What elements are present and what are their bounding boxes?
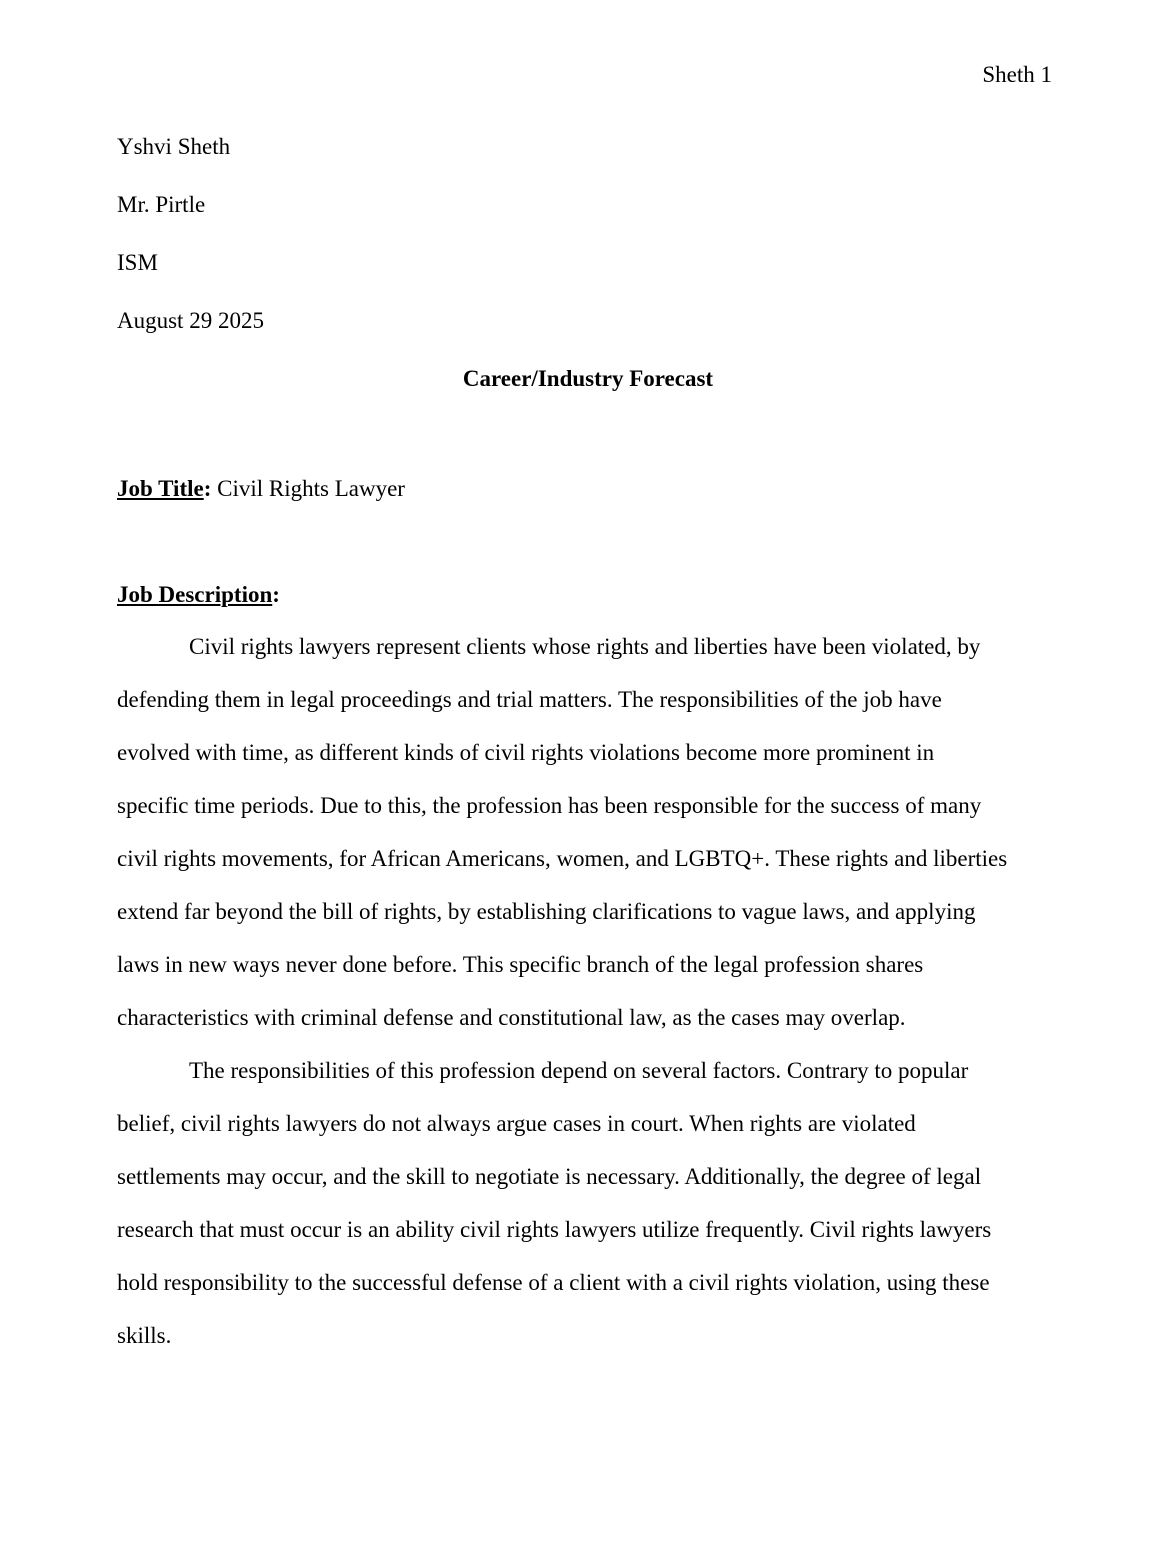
paragraph-2-line: settlements may occur, and the skill to negotiate is necessary. Additionally, the degree of legal bbox=[117, 1164, 982, 1189]
paragraph-1 bbox=[117, 620, 1057, 1362]
job-description-label: Job Description: bbox=[117, 582, 280, 607]
document-title: Career/Industry Forecast bbox=[462, 366, 714, 391]
paragraph-2-line: The responsibilities of this profession depend on several factors. Contrary to popular bbox=[189, 1058, 969, 1083]
paragraph-line: characteristics with criminal defense and constitutional law, as the cases may overlap. bbox=[117, 1005, 906, 1030]
page-header: Sheth 1 bbox=[982, 62, 1052, 87]
job-title-value: Civil Rights Lawyer bbox=[211, 476, 405, 501]
paragraph-2-line: research that must occur is an ability civil rights lawyers utilize frequently. Civil rights lawyers bbox=[117, 1217, 992, 1242]
job-description-heading bbox=[117, 583, 280, 606]
paragraph-line: extend far beyond the bill of rights, by establishing clarifications to vague laws, and applying bbox=[117, 899, 976, 924]
document-date: August 29 2025 bbox=[117, 308, 264, 333]
paragraph-line: evolved with time, as different kinds of civil rights violations become more prominent in bbox=[117, 740, 935, 765]
paragraph-2-line: skills. bbox=[117, 1323, 172, 1348]
course-name: ISM bbox=[117, 250, 158, 275]
paragraph-line: defending them in legal proceedings and trial matters. The responsibilities of the job have bbox=[117, 687, 942, 712]
paragraph-2-line: belief, civil rights lawyers do not always argue cases in court. When rights are violated bbox=[117, 1111, 916, 1136]
paragraph-line: specific time periods. Due to this, the profession has been responsible for the success of many bbox=[117, 793, 982, 818]
teacher-name: Mr. Pirtle bbox=[117, 192, 206, 217]
paragraph-line: laws in new ways never done before. This specific branch of the legal profession shares bbox=[117, 952, 924, 977]
job-title-line bbox=[117, 477, 405, 500]
job-title-label: Job Title: bbox=[117, 476, 212, 501]
student-name: Yshvi Sheth bbox=[117, 134, 231, 159]
paragraph-line: Civil rights lawyers represent clients whose rights and liberties have been violated, by bbox=[189, 634, 981, 659]
paragraph-line: civil rights movements, for African Americans, women, and LGBTQ+. These rights and liberties bbox=[117, 846, 1008, 871]
paragraph-2-line: hold responsibility to the successful defense of a client with a civil rights violation, using these bbox=[117, 1270, 990, 1295]
